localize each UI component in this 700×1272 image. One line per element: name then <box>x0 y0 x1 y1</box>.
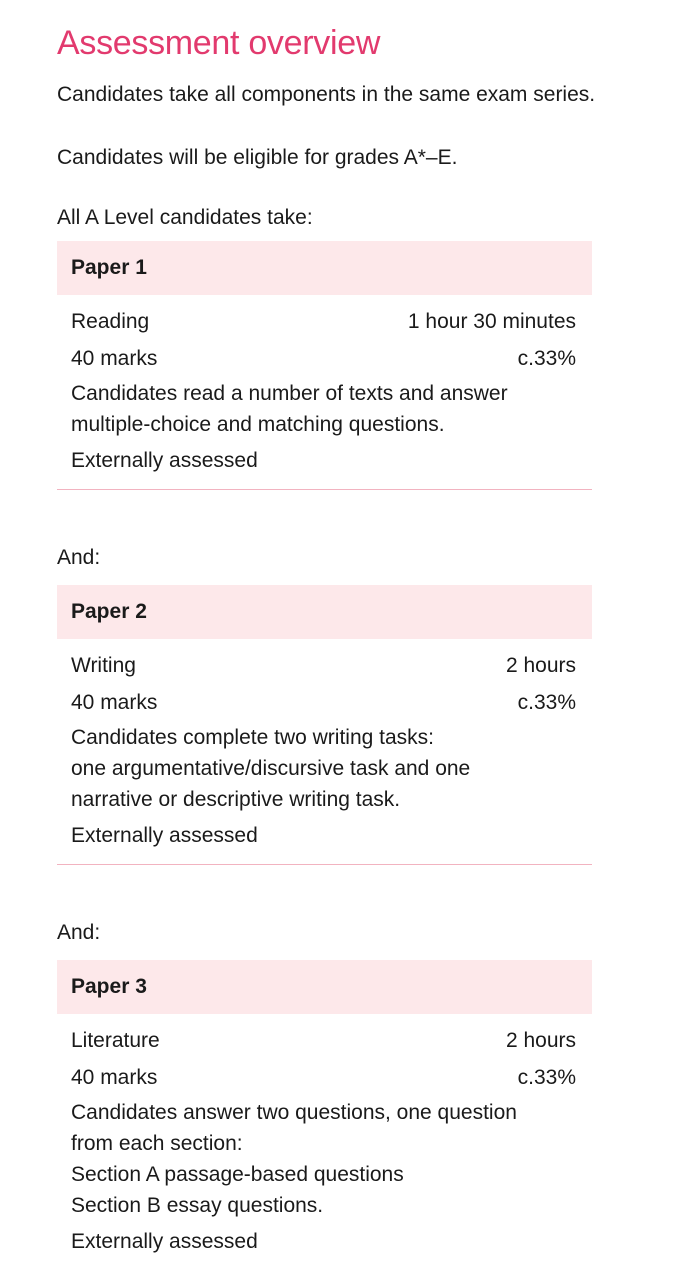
paper-3-description-line: Section A passage-based questions <box>71 1163 404 1186</box>
paper-1-description <box>71 378 576 440</box>
paper-3-component-row <box>71 1022 576 1059</box>
paper-3-marks-row <box>71 1059 576 1096</box>
paper-2-header: Paper 2 <box>57 585 592 639</box>
paper-2-description-line: narrative or descriptive writing task. <box>71 788 401 811</box>
paper-1-component-row <box>71 303 576 340</box>
paper-2-assessment: Externally assessed <box>71 824 258 847</box>
paper-3-description <box>71 1097 576 1221</box>
page-title: Assessment overview <box>57 24 381 62</box>
paper-2-component: Writing <box>71 653 136 677</box>
paper-3-component: Literature <box>71 1028 160 1052</box>
paper-3-header: Paper 3 <box>57 960 592 1014</box>
paper-2-body <box>57 647 592 864</box>
paper-3-duration: 2 hours <box>505 1028 576 1052</box>
intro-all-candidates: All A Level candidates take: <box>57 206 313 229</box>
intro-grades: Candidates will be eligible for grades A*–E. <box>57 146 458 169</box>
paper-2-description-line: one argumentative/discursive task and one <box>71 757 471 780</box>
paper-1-duration: 1 hour 30 minutes <box>407 309 576 333</box>
paper-2-description <box>71 722 576 815</box>
paper-2-weighting: c.33% <box>517 690 576 714</box>
paper-3-card <box>57 960 592 1258</box>
paper-3-description-line: Candidates answer two questions, one question <box>71 1101 517 1124</box>
paper-3-assessment: Externally assessed <box>71 1230 258 1253</box>
paper-1-assessment: Externally assessed <box>71 449 258 472</box>
paper-2-marks-row <box>71 684 576 721</box>
paper-1-body <box>57 303 592 489</box>
paper-3-description-line: Section B essay questions. <box>71 1194 324 1217</box>
paper-1-card <box>57 241 592 490</box>
paper-1-weighting: c.33% <box>517 346 576 370</box>
paper-1-marks-row <box>71 340 576 377</box>
paper-2-card <box>57 585 592 865</box>
intro-exam-series: Candidates take all components in the same exam series. <box>57 83 596 106</box>
paper-1-description-line: Candidates read a number of texts and answer <box>71 382 508 405</box>
paper-2-component-row <box>71 647 576 684</box>
paper-3-description-line: from each section: <box>71 1132 243 1155</box>
paper-1-component: Reading <box>71 309 150 333</box>
paper-3-marks: 40 marks <box>71 1065 158 1089</box>
paper-2-marks: 40 marks <box>71 690 158 714</box>
paper-1-description-line: multiple-choice and matching questions. <box>71 413 445 436</box>
paper-1-header: Paper 1 <box>57 241 592 295</box>
paper-2-description-line: Candidates complete two writing tasks: <box>71 726 434 749</box>
paper-2-duration: 2 hours <box>505 653 576 677</box>
connector-and-2: And: <box>57 921 101 944</box>
paper-3-weighting: c.33% <box>517 1065 576 1089</box>
connector-and-1: And: <box>57 546 101 569</box>
paper-3-body <box>57 1022 592 1258</box>
paper-1-marks: 40 marks <box>71 346 158 370</box>
